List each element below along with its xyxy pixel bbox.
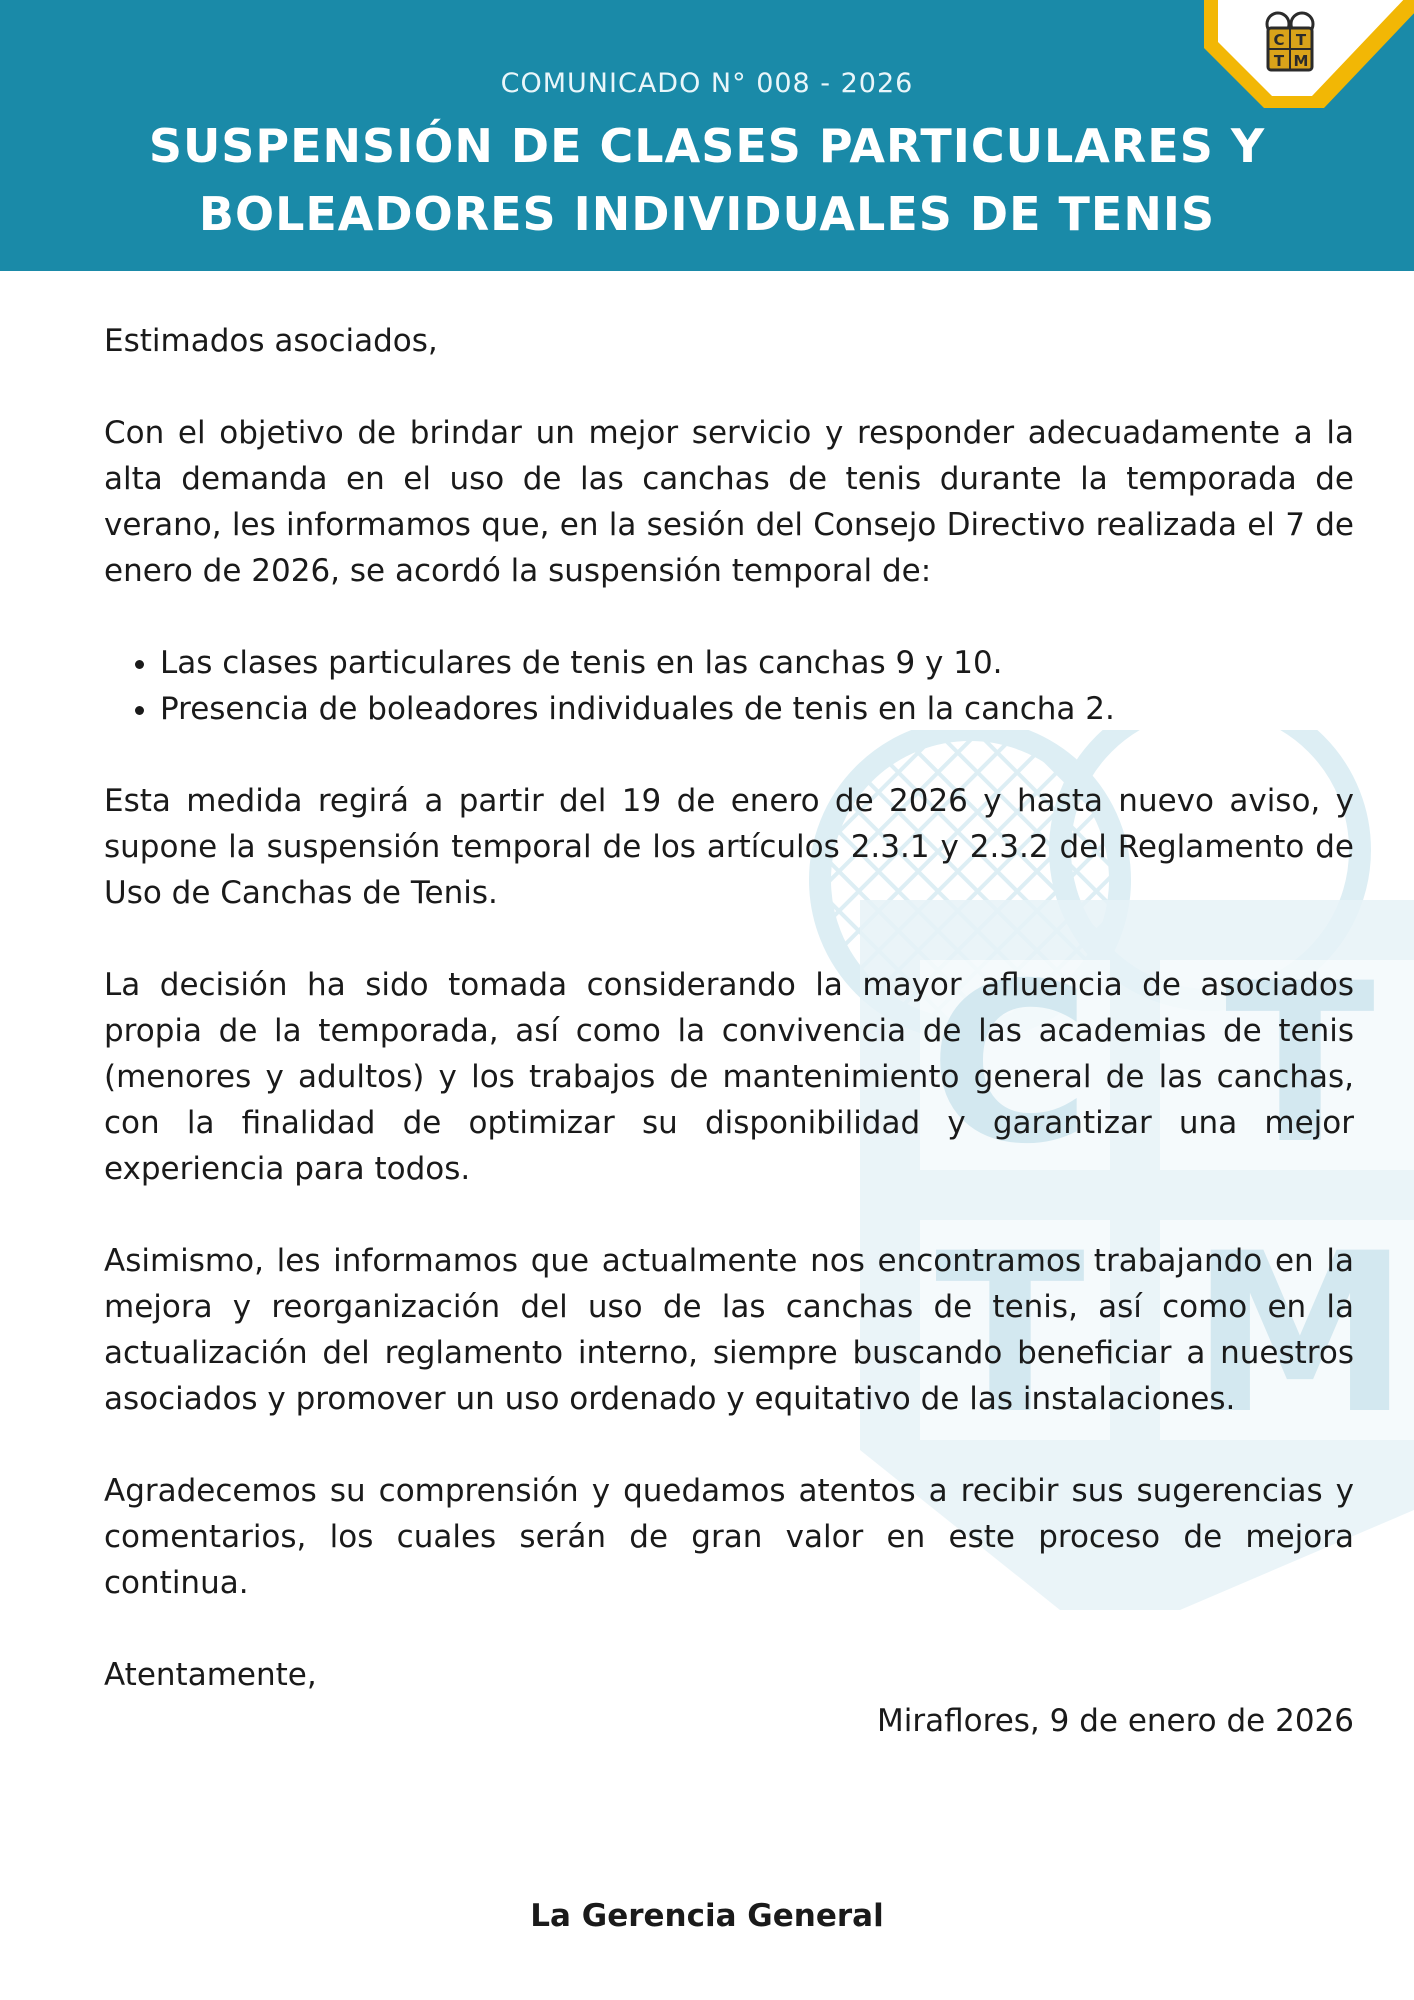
svg-text:T: T: [934, 1206, 1086, 1462]
list-item: • Las clases particulares de tenis en las canchas 9 y 10.: [160, 640, 1354, 686]
page-title: [60, 112, 1354, 248]
paragraph-4: Asimismo, les informamos que actualmente nos encontramos trabajando en la mejora y reorganización del uso de las canchas de tenis, así como en la actualización del reglamento interno, siempre buscando beneficiar a nuestros asociados y promover un uso ordenado y equitativo de las instalaciones.: [104, 1243, 1354, 1417]
logo-letter-4: M: [1293, 52, 1309, 70]
ctm-club-logo-icon: [1194, 0, 1414, 110]
paragraph-2: Esta medida regirá a partir del 19 de enero de 2026 y hasta nuevo aviso, y supone la suspensión temporal de los artículos 2.3.1 y 2.3.2 del Reglamento de Uso de Canchas de Tenis.: [104, 783, 1354, 911]
logo-letter-1: C: [1273, 31, 1285, 49]
title-line-2: BOLEADORES INDIVIDUALES DE TENIS: [198, 187, 1216, 241]
closing: Atentamente,: [104, 1657, 317, 1693]
svg-text:T: T: [1224, 936, 1376, 1192]
greeting: Estimados asociados,: [104, 323, 438, 359]
logo-letter-2: T: [1295, 31, 1307, 49]
signature: La Gerencia General: [530, 1898, 884, 1934]
letter-body: [104, 318, 1354, 1744]
logo-letter-3: T: [1273, 52, 1285, 70]
svg-text:C: C: [929, 936, 1091, 1192]
paragraph-3: La decisión ha sido tomada considerando la mayor afluencia de asociados propia de la temporada, así como la convivencia de las academias de tenis (menores y adultos) y los trabajos de mantenimiento general de las canchas, con la finalidad de optimizar su disponibilidad y garantizar una mejor experiencia para todos.: [104, 967, 1354, 1187]
paragraph-5: Agradecemos su comprensión y quedamos atentos a recibir sus sugerencias y comentarios, los cuales serán de gran valor en este proceso de mejora continua.: [104, 1473, 1354, 1601]
paragraph-1: Con el objetivo de brindar un mejor servicio y responder adecuadamente a la alta demanda en el uso de las canchas de tenis durante la temporada de verano, les informamos que, en la sesión del Consejo Directivo realizada el 7 de enero de 2026, se acordó la suspensión temporal de:: [104, 415, 1354, 589]
communique-number: COMUNICADO N° 008 - 2026: [500, 68, 914, 99]
list-item: • Presencia de boleadores individuales de tenis en la cancha 2.: [160, 686, 1354, 732]
title-line-1: SUSPENSIÓN DE CLASES PARTICULARES Y: [148, 119, 1266, 173]
place-date: Miraflores, 9 de enero de 2026: [877, 1703, 1354, 1739]
svg-text:M: M: [1190, 1206, 1410, 1462]
measures-list: [104, 640, 1354, 732]
